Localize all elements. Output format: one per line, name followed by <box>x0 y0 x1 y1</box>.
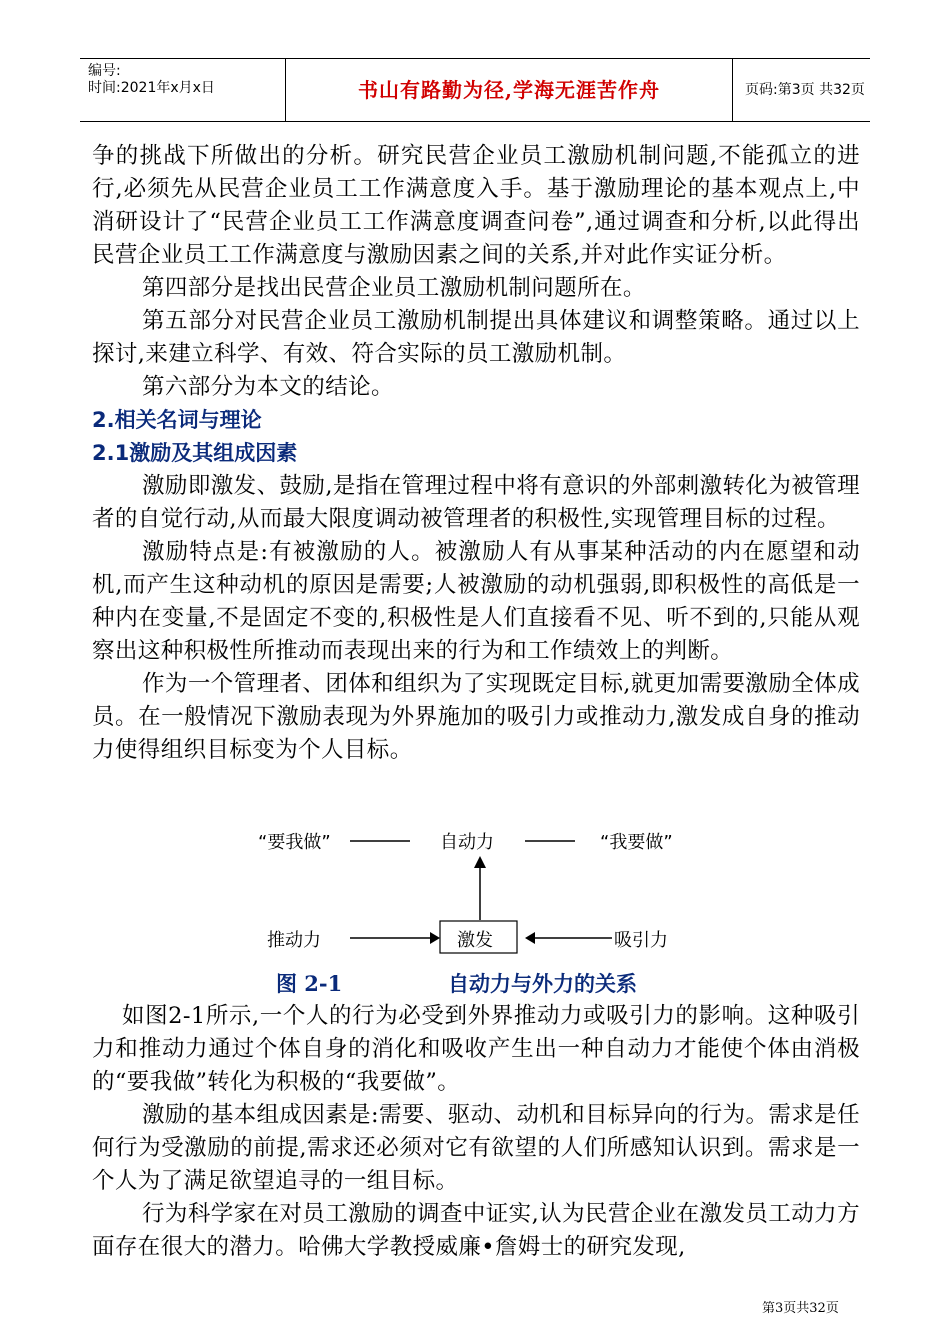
figure-title: 自动力与外力的关系 <box>448 971 637 996</box>
header-page-code: 页码:第3页 共32页 <box>745 82 865 98</box>
diagram-label-i-want: “我要做” <box>600 832 673 853</box>
paragraph: 第五部分对民营企业员工激励机制提出具体建议和调整策略。通过以上探讨,来建立科学、有效、符合实际的员工激励机制。 <box>92 308 860 367</box>
diagram-label-pull: 吸引力 <box>614 930 668 951</box>
paragraph: 激励即激发、鼓励,是指在管理过程中将有意识的外部刺激转化为被管理者的自觉行动,从而最大限度调动被管理者的积极性,实现管理目标的过程。 <box>92 473 860 532</box>
paragraph: 行为科学家在对员工激励的调查中证实,认为民营企业在激发员工动力方面存在很大的潜力。哈佛大学教授威廉•詹姆士的研究发现, <box>92 1201 860 1260</box>
diagram-label-want-me: “要我做” <box>258 832 331 853</box>
header-meta <box>88 63 215 97</box>
figure-caption <box>276 968 637 998</box>
number-label: 编号: <box>88 63 121 79</box>
body-section-2 <box>92 1000 860 1264</box>
diagram-label-push: 推动力 <box>267 930 321 951</box>
paragraph: 争的挑战下所做出的分析。研究民营企业员工激励机制问题,不能孤立的进行,必须先从民营企业员工工作满意度入手。基于激励理论的基本观点上,中消研设计了“民营企业员工工作满意度调查问卷”,通过调查和分析,以此得出民营企业员工工作满意度与激励因素之间的关系,并对此作实证分析。 <box>92 143 860 268</box>
paragraph: 第六部分为本文的结论。 <box>142 374 394 400</box>
paragraph: 激励特点是:有被激励的人。被激励人有从事某种活动的内在愿望和动机,而产生这种动机的原因是需要;人被激励的动机强弱,即积极性的高低是一种内在变量,不是固定不变的,积极性是人们直接看不见、听不到的,只能从观察出这种积极性所推动而表现出来的行为和工作绩效上的判断。 <box>92 539 860 664</box>
time-label: 时间:2021年x月x日 <box>88 80 215 96</box>
section-heading: 2.相关名词与理论 <box>92 408 262 432</box>
diagram-label-self-drive: 自动力 <box>440 832 494 853</box>
page-footer: 第3页共32页 <box>762 1301 839 1316</box>
paragraph: 第四部分是找出民营企业员工激励机制问题所在。 <box>142 275 646 301</box>
page-header <box>80 58 870 122</box>
header-motto: 书山有路勤为径,学海无涯苦作舟 <box>285 59 733 121</box>
paragraph: 作为一个管理者、团体和组织为了实现既定目标,就更加需要激励全体成员。在一般情况下激励表现为外界施加的吸引力或推动力,激发成自身的推动力使得组织目标变为个人目标。 <box>92 671 860 763</box>
paragraph: 激励的基本组成因素是:需要、驱动、动机和目标异向的行为。需求是任何行为受激励的前提,需求还必须对它有欲望的人们所感知认识到。需求是一个人为了满足欲望追寻的一组目标。 <box>92 1102 860 1194</box>
diagram-label-stimulate: 激发 <box>457 930 493 951</box>
figure-number: 图 2-1 <box>276 971 343 996</box>
motivation-diagram <box>250 828 700 963</box>
paragraph: 如图2-1所示,一个人的行为必受到外界推动力或吸引力的影响。这种吸引力和推动力通过个体自身的消化和吸收产生出一种自动力才能使个体由消极的“要我做”转化为积极的“我要做”。 <box>92 1003 860 1095</box>
body-section-1 <box>92 140 860 767</box>
subsection-heading: 2.1激励及其组成因素 <box>92 441 298 465</box>
